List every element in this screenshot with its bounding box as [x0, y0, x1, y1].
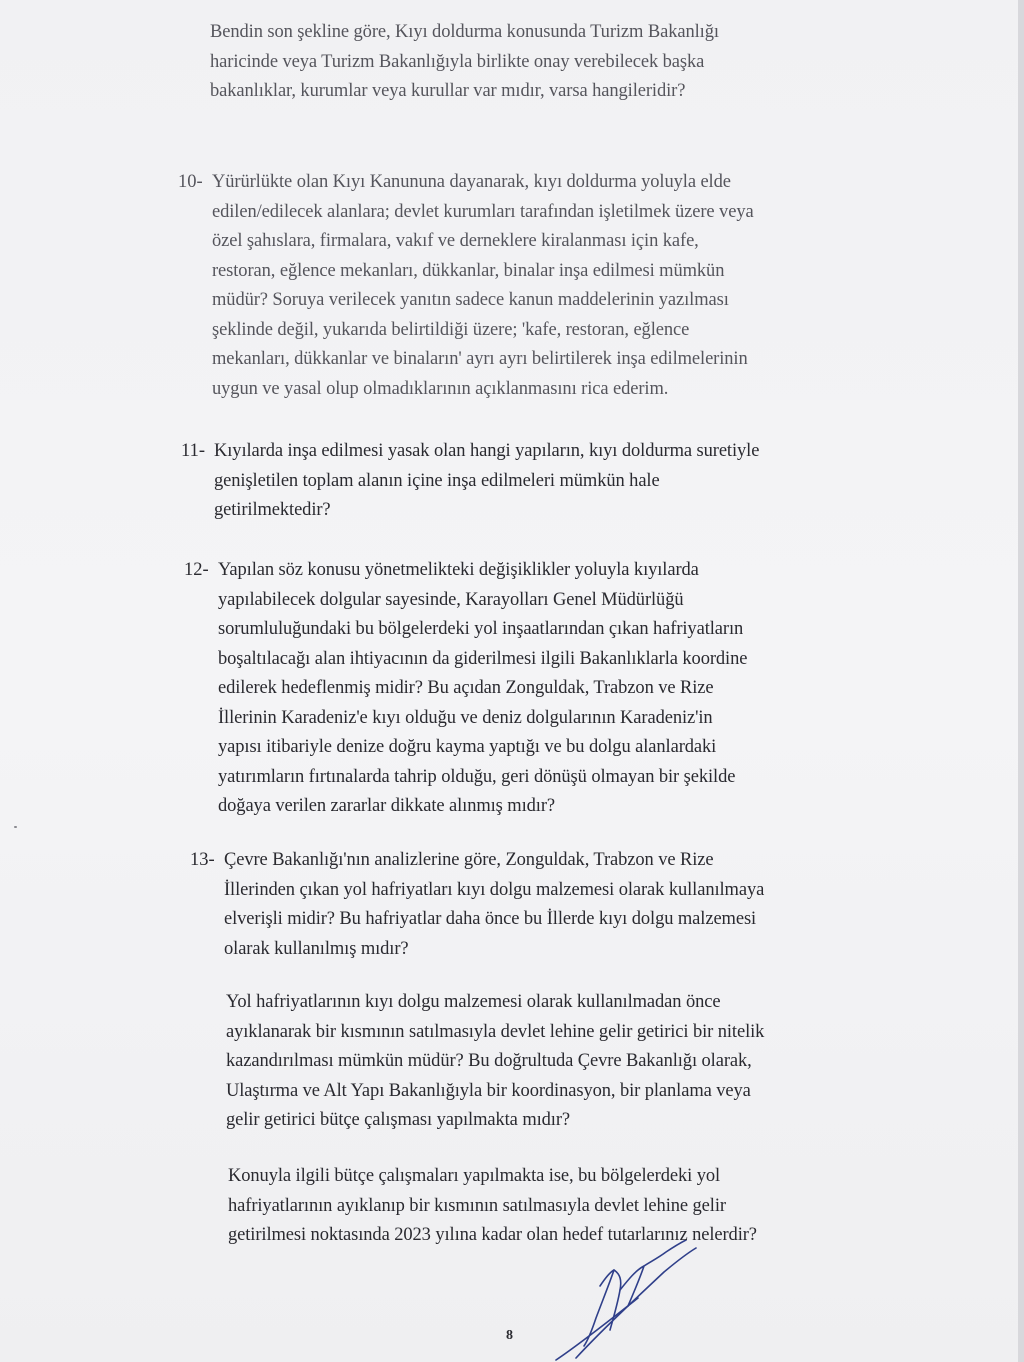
question-number: 13- [190, 850, 215, 870]
page-number: 8 [506, 1328, 513, 1343]
question-13-followup-1 [226, 988, 764, 1136]
question-11-paragraph [214, 437, 759, 526]
text-line: Konuyla ilgili bütçe çalışmaları yapılmakta ise, bu bölgelerdeki yol [228, 1166, 721, 1186]
text-line: Yol hafriyatlarının kıyı dolgu malzemesi olarak kullanılmadan önce [226, 992, 721, 1012]
question-10-paragraph [212, 168, 754, 404]
text-line: boşaltılacağı alan ihtiyacının da giderilmesi ilgili Bakanlıklarla koordine [218, 648, 748, 669]
text-line: Kıyılarda inşa edilmesi yasak olan hangi yapıların, kıyı doldurma suretiyle [214, 441, 760, 461]
text-line: kazandırılması mümkün müdür? Bu doğrultuda Çevre Bakanlığı olarak, [226, 1051, 752, 1071]
text-line: mekanları, dükkanlar ve binaların' ayrı ayrı belirtilerek inşa edilmelerinin [212, 349, 748, 369]
page-edge-shadow [1018, 0, 1024, 1362]
text-line: sorumluluğundaki bu bölgelerdeki yol inşaatlarından çıkan hafriyatların [218, 619, 744, 639]
text-line: Bendin son şekline göre, Kıyı doldurma konusunda Turizm Bakanlığı [210, 22, 719, 42]
signature-icon [540, 1240, 710, 1362]
text-line: İllerinden çıkan yol hafriyatları kıyı dolgu malzemesi olarak kullanılmaya [224, 879, 765, 900]
text-line: yapılabilecek dolgular sayesinde, Karayolları Genel Müdürlüğü [218, 589, 684, 610]
intro-paragraph [210, 18, 719, 107]
text-line: ayıklanarak bir kısmının satılmasıyla devlet lehine gelir getirici bir nitelik [226, 1021, 765, 1042]
text-line: edilen/edilecek alanlara; devlet kurumları tarafından işletilmek üzere veya [212, 201, 754, 222]
question-13-paragraph [224, 846, 764, 964]
question-number: 10- [178, 172, 203, 192]
text-line: yatırımların fırtınalarda tahrip olduğu, geri dönüşü olmayan bir şekilde [218, 766, 736, 787]
text-line: gelir getirici bütçe çalışması yapılmakta mıdır? [226, 1110, 571, 1130]
question-number: 12- [184, 560, 209, 580]
question-12-paragraph [218, 556, 747, 822]
text-line: restoran, eğlence mekanları, dükkanlar, binalar inşa edilmesi mümkün [212, 260, 725, 281]
text-line: elverişli midir? Bu hafriyatlar daha önce bu İllerde kıyı dolgu malzemesi [224, 909, 757, 929]
text-line: doğaya verilen zararlar dikkate alınmış mıdır? [218, 796, 555, 816]
text-line: hafriyatlarının ayıklanıp bir kısmının satılmasıyla devlet lehine gelir [228, 1195, 726, 1216]
text-line: edilerek hedeflenmiş midir? Bu açıdan Zonguldak, Trabzon ve Rize [218, 678, 714, 698]
text-line: getirilmesi noktasında 2023 yılına kadar olan hedef tutarlarınız nelerdir? [228, 1225, 757, 1245]
text-line: Çevre Bakanlığı'nın analizlerine göre, Zonguldak, Trabzon ve Rize [224, 850, 714, 870]
text-line: bakanlıklar, kurumlar veya kurullar var mıdır, varsa hangileridir? [210, 81, 686, 101]
text-line: Yapılan söz konusu yönetmelikteki değişiklikler yoluyla kıyılarda [218, 560, 699, 580]
question-number: 11- [181, 441, 205, 461]
text-line: getirilmektedir? [214, 500, 331, 520]
text-line: İllerinin Karadeniz'e kıyı olduğu ve deniz dolgularının Karadeniz'in [218, 707, 713, 728]
text-line: olarak kullanılmış mıdır? [224, 938, 409, 959]
question-13-followup-2 [228, 1162, 757, 1251]
text-line: genişletilen toplam alanın içine inşa edilmeleri mümkün hale [214, 470, 660, 491]
text-line: müdür? Soruya verilecek yanıtın sadece kanun maddelerinin yazılması [212, 290, 729, 310]
text-line: haricinde veya Turizm Bakanlığıyla birlikte onay verebilecek başka [210, 51, 705, 72]
text-line: uygun ve yasal olup olmadıklarının açıklanmasını rica ederim. [212, 378, 669, 399]
text-line: yapısı itibariyle denize doğru kayma yaptığı ve bu dolgu alanlardaki [218, 737, 717, 757]
text-line: Ulaştırma ve Alt Yapı Bakanlığıyla bir koordinasyon, bir planlama veya [226, 1080, 751, 1101]
text-line: özel şahıslara, firmalara, vakıf ve derneklere kiralanması için kafe, [212, 231, 699, 251]
paper-speck [14, 826, 17, 828]
text-line: Yürürlükte olan Kıyı Kanununa dayanarak, kıyı doldurma yoluyla elde [212, 172, 731, 192]
text-line: şeklinde değil, yukarıda belirtildiği üzere; 'kafe, restoran, eğlence [212, 319, 690, 340]
